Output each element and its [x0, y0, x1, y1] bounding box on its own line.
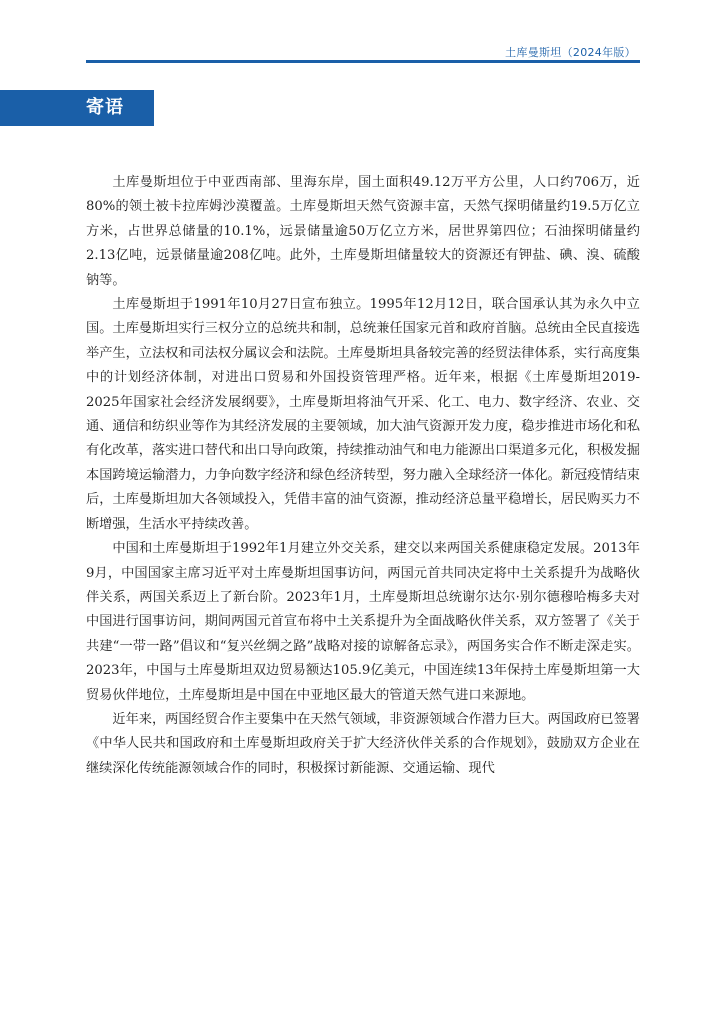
header-rule: [86, 60, 640, 63]
paragraph-3: 中国和土库曼斯坦于1992年1月建立外交关系，建交以来两国关系健康稳定发展。2013年9月，中国国家主席习近平对土库曼斯坦国事访问，两国元首共同决定将中土关系提升为战略伙伴关系，两国关系迈上了新台阶。2023年1月，土库曼斯坦总统谢尔达尔·别尔德穆哈梅多夫对中国进行国事访问，期间两国元首宣布将中土关系提升为全面战略伙伴关系，双方签署了《关于共建“一带一路”倡议和“复兴丝绸之路”战略对接的谅解备忘录》，两国务实合作不断走深走实。2023年，中国与土库曼斯坦双边贸易额达105.9亿美元，中国连续13年保持土库曼斯坦第一大贸易伙伴地位，土库曼斯坦是中国在中亚地区最大的管道天然气进口来源地。: [86, 541, 640, 703]
body-text: [86, 171, 640, 781]
section-title: 寄语: [86, 97, 124, 118]
paragraph-2: 土库曼斯坦于1991年10月27日宣布独立。1995年12月12日，联合国承认其为永久中立国。土库曼斯坦实行三权分立的总统共和制，总统兼任国家元首和政府首脑。总统由全民直接选举产生，立法权和司法权分属议会和法院。土库曼斯坦具备较完善的经贸法律体系，实行高度集中的计划经济体制，对进出口贸易和外国投资管理严格。近年来，根据《土库曼斯坦2019-2025年国家社会经济发展纲要》，土库曼斯坦将油气开采、化工、电力、数字经济、农业、交通、通信和纺织业等作为其经济发展的主要领域，加大油气资源开发力度，稳步推进市场化和私有化改革，落实进口替代和出口导向政策，持续推动油气和电力能源出口渠道多元化，积极发掘本国跨境运输潜力，力争向数字经济和绿色经济转型，努力融入全球经济一体化。新冠疫情结束后，土库曼斯坦加大各领域投入，凭借丰富的油气资源，推动经济总量平稳增长，居民购买力不断增强，生活水平持续改善。: [86, 297, 640, 532]
paragraph-1: 土库曼斯坦位于中亚西南部、里海东岸，国土面积49.12万平方公里，人口约706万，近80%的领土被卡拉库姆沙漠覆盖。土库曼斯坦天然气资源丰富，天然气探明储量约19.5万亿立方米，占世界总储量的10.1%，远景储量逾50万亿立方米，居世界第四位；石油探明储量约2.13亿吨，远景储量逾208亿吨。此外，土库曼斯坦储量较大的资源还有钾盐、碘、溴、硫酸钠等。: [86, 175, 640, 288]
running-header: 土库曼斯坦（2024年版）: [505, 46, 636, 59]
paragraph-4: 近年来，两国经贸合作主要集中在天然气领域，非资源领域合作潜力巨大。两国政府已签署《中华人民共和国政府和土库曼斯坦政府关于扩大经济伙伴关系的合作规划》，鼓励双方企业在继续深化传统能源领域合作的同时，积极探讨新能源、交通运输、现代: [86, 711, 640, 776]
section-banner: [0, 90, 154, 126]
